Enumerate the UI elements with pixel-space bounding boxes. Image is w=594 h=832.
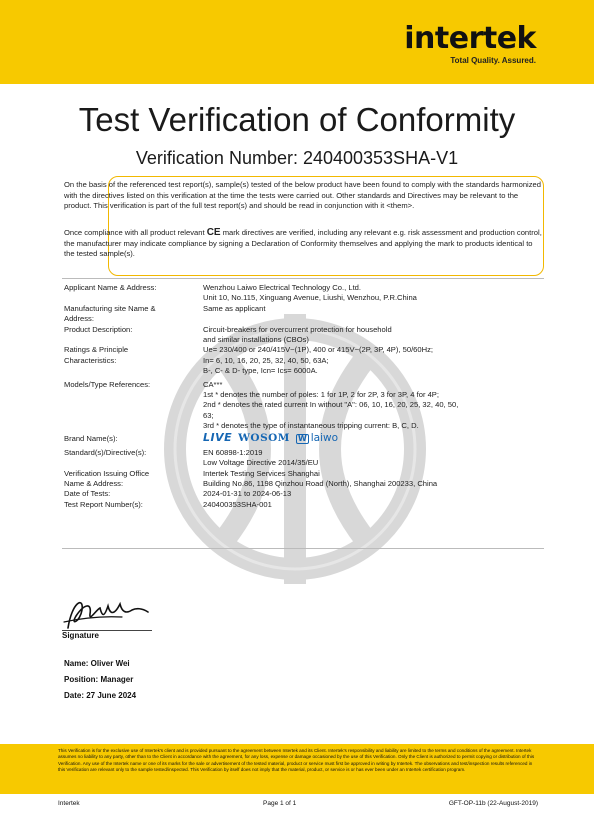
manufacturing-label <box>64 304 203 325</box>
brand-laiwo-text: laiwo <box>310 432 339 445</box>
standards-line1: EN 60898-1:2019 <box>203 447 263 457</box>
legal-disclaimer: This Verification is for the exclusive use of Intertek's client and is provided pursuant to the agreement between Intertek and its Client. Intertek's responsibility and liability are limited to the terms and conditions of the agreement. Intertek assumes no liability to any party, other than to the Client in accordance with the agreement, for any loss, expense or damage occasioned by the use of this Verification. Only the Client is authorized to permit copying or distribution of this Verification. Any use of the Intertek name or one of its marks for the sale or advertisement of the tested material, product or service must first be approved in writing by Intertek. The observations and test/inspection results referenced in this Verification are relevant only to the sample tested/inspected. This Verification by itself does not imply that the material, product, or service is or has ever been under an Intertek certification program. <box>58 748 535 773</box>
office-label <box>64 469 203 490</box>
report-label: Test Report Number(s): <box>64 499 143 509</box>
applicant-label: Applicant Name & Address: <box>64 283 157 292</box>
office-address: Building No.86, 1198 Qinzhou Road (North), Shanghai 200233, China <box>203 478 438 488</box>
document-title: Test Verification of Conformity <box>78 101 516 138</box>
manufacturing-value: Same as applicant <box>203 303 266 313</box>
top-divider <box>62 278 544 279</box>
form-reference: GFT-OP-11b (22-August-2019) <box>448 800 538 807</box>
manufacturing-label-line1: Manufacturing site Name & <box>64 303 156 313</box>
office-name: Intertek Testing Services Shanghai <box>203 468 320 478</box>
header-band <box>0 0 594 84</box>
models-line4: 63; <box>203 410 214 420</box>
applicant-name: Wenzhou Laiwo Electrical Technology Co., Ltd. <box>203 283 362 292</box>
product-label: Product Description: <box>64 324 133 334</box>
applicant-value <box>203 283 544 304</box>
details-grid <box>64 280 544 510</box>
intertek-logo: intertek <box>404 21 536 56</box>
report-value: 240400353SHA-001 <box>203 499 272 509</box>
models-row <box>64 380 544 432</box>
footer-company: Intertek <box>58 800 80 807</box>
report-row <box>64 500 544 510</box>
applicant-row <box>64 283 544 304</box>
intro-paragraph-2 <box>64 228 544 260</box>
standards-line2: Low Voltage Directive 2014/35/EU <box>203 458 319 468</box>
ratings-row <box>64 345 544 376</box>
brand-logos <box>203 433 544 445</box>
models-line3: 2nd * denotes the rated current In without "A": 06, 10, 16, 20, 25, 32, 40, 50, <box>203 400 459 410</box>
signatory-position: Position: Manager <box>64 675 134 684</box>
standards-label: Standard(s)/Directive(s): <box>64 447 147 457</box>
product-row <box>64 325 544 346</box>
laiwo-mark-icon: W <box>297 434 307 444</box>
brand-row <box>64 432 544 445</box>
standards-value <box>203 448 544 469</box>
ratings-label-line2: Characteristics: <box>64 355 117 365</box>
models-value <box>203 380 544 432</box>
product-value <box>203 325 544 346</box>
page-number: Page 1 of 1 <box>263 800 297 807</box>
models-label: Models/Type References: <box>64 379 151 389</box>
signatory-name: Name: Oliver Wei <box>64 659 130 668</box>
bottom-divider <box>62 548 544 549</box>
logo-tagline: Total Quality. Assured. <box>450 56 536 65</box>
manufacturing-label-line2: Address: <box>64 314 94 324</box>
brand-laiwo-logo <box>296 433 338 444</box>
office-row <box>64 469 544 490</box>
signature-label: Signature <box>62 631 99 640</box>
signature-date: Date: 27 June 2024 <box>64 691 137 700</box>
models-line5: 3rd * denotes the type of instantaneous tripping current: B, C, D. <box>203 421 419 431</box>
ratings-line2: In= 6, 10, 16, 20, 25, 32, 40, 50, 63A; <box>203 355 329 365</box>
office-value <box>203 469 544 490</box>
models-line2: 1st * denotes the number of poles: 1 for 1P, 2 for 2P, 3 for 3P, 4 for 4P; <box>203 390 439 400</box>
product-line1: Circuit-breakers for overcurrent protection for household <box>203 324 392 334</box>
brand-wosom-logo: WOSOM <box>238 432 290 445</box>
dates-label: Date of Tests: <box>64 489 111 499</box>
brand-live-logo: LIVE <box>203 431 233 445</box>
ratings-line3: B-, C- & D- type, Icn= Ics= 6000A. <box>203 366 318 376</box>
handwritten-signature <box>62 592 152 632</box>
dates-value: 2024-01-31 to 2024-06-13 <box>203 489 292 499</box>
dates-row <box>64 489 544 499</box>
manufacturing-row <box>64 304 544 325</box>
signatory-details <box>64 656 136 704</box>
office-label-line1: Verification Issuing Office <box>64 468 150 478</box>
brand-label: Brand Name(s): <box>64 433 118 443</box>
product-line2: and similar installations (CBOs) <box>203 335 309 345</box>
office-label-line2: Name & Address: <box>64 478 124 488</box>
intro-p2-start: Once compliance with all product relevant <box>64 228 205 237</box>
verification-number: Verification Number: 240400353SHA-V1 <box>135 148 459 168</box>
models-line1: CA*** <box>203 379 223 389</box>
page-footer <box>58 800 538 807</box>
intro-p2-end: mark directives are verified, including any relevant e.g. risk assessment and production control, the manufacturer may indicate compliance by signing a Declaration of Conformity themselves and applying the mark to products identical to the tested sample(s). <box>64 228 542 258</box>
applicant-address: Unit 10, No.115, Xinguang Avenue, Liushi, Wenzhou, P.R.China <box>203 293 417 303</box>
ratings-label-line1: Ratings & Principle <box>64 345 129 355</box>
intro-paragraph-1: On the basis of the referenced test report(s), sample(s) tested of the below product have been found to comply with the standards harmonized with the directives listed on this verification at the time the tests were carried out. Other standards and Directives may be relevant to the product. This verification is part of the full test report(s) and should be read in conjunction with it <them>. <box>64 180 541 210</box>
ratings-value <box>203 345 544 376</box>
standards-row <box>64 448 544 469</box>
ratings-label <box>64 345 203 376</box>
ratings-line1: Ue= 230/400 or 240/415V~(1P), 400 or 415V~(2P, 3P, 4P), 50/60Hz; <box>203 345 434 355</box>
ce-mark-icon: CE <box>206 227 221 238</box>
